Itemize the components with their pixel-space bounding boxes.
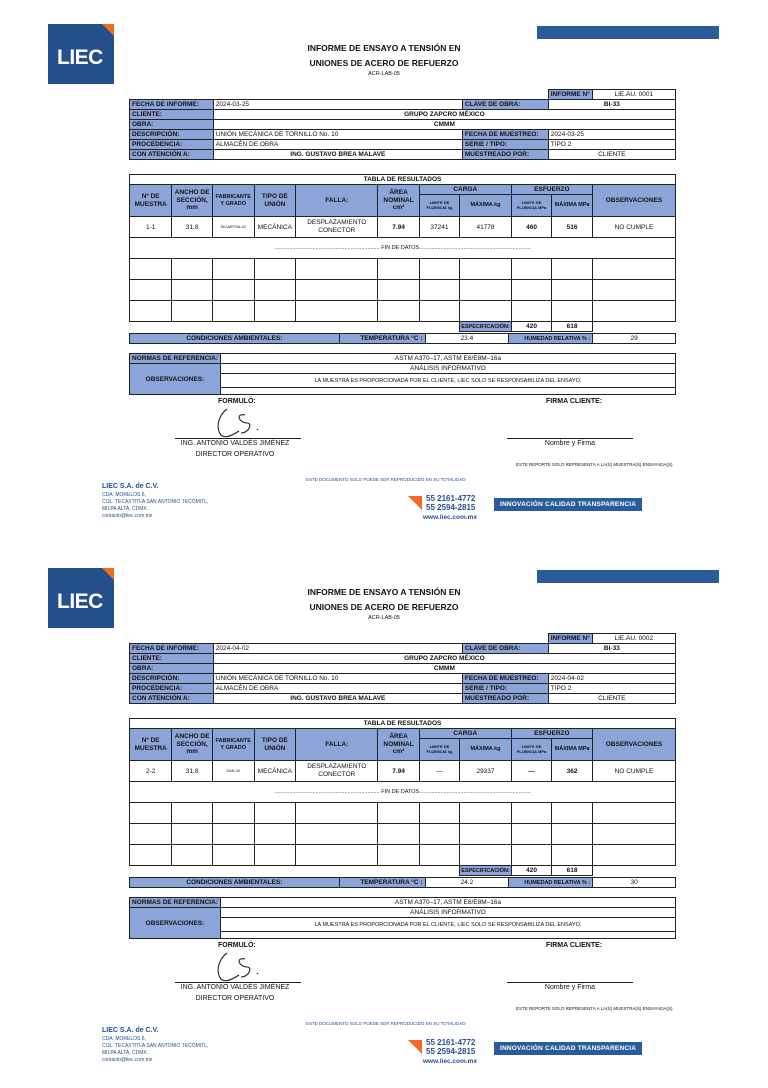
col-ancho: ANCHO DE SECCIÓN, mm xyxy=(172,185,212,217)
phone-2: 55 2594-2815 xyxy=(426,1047,476,1056)
col-maxima-mpa: MÁXIMA MPa xyxy=(552,739,593,761)
obra-value: CMMM xyxy=(213,120,675,130)
col-limite-kg: LIMITE DE FLUENCIA kg xyxy=(419,195,459,217)
report-page xyxy=(0,544,768,1088)
reporte-nota: ESTE REPORTE SOLO REPRESENTA A LA(S) MUESTRA(S) ENSAYADA(S) xyxy=(516,462,673,467)
footer-orange-accent xyxy=(408,1040,422,1054)
logo-text: LIEC xyxy=(57,46,103,69)
footer-slogan: INNOVACIÓN CALIDAD TRANSPARENCIA xyxy=(494,1042,642,1055)
muestreado-por-value: CLIENTE xyxy=(548,150,675,160)
footer-address xyxy=(102,492,208,520)
cell-area: 7.94 xyxy=(378,761,419,782)
firma-cliente-label: FIRMA CLIENTE: xyxy=(546,398,603,405)
address-line: CDA. MORELOS 6, xyxy=(102,1036,146,1042)
cell-maxima-kg: 29337 xyxy=(460,761,512,782)
cliente-value: GRUPO ZAPCRO MÉXICO xyxy=(213,110,675,120)
col-fabricante: FABRICANTE Y GRADO xyxy=(212,185,254,217)
clave-obra-label: CLAVE DE OBRA: xyxy=(462,644,548,654)
signer-position: DIRECTOR OPERATIVO xyxy=(195,451,275,458)
cell-ancho: 31.8 xyxy=(172,217,212,238)
doc-code: ACR-LAB-05 xyxy=(368,615,400,621)
descripcion-value: UNIÓN MECÁNICA DE TORNILLO No. 10 xyxy=(213,674,462,684)
signer-name: ING. ANTONIO VALDÉS JIMÉNEZ xyxy=(180,440,290,447)
results-title: TABLA DE RESULTADOS xyxy=(130,175,676,185)
footer-orange-accent xyxy=(408,496,422,510)
clave-obra-value: BI-33 xyxy=(548,100,675,110)
procedencia-label: PROCEDENCIA: xyxy=(130,140,214,150)
col-tipo-union: TIPO DE UNIÓN xyxy=(254,185,296,217)
address-line: MILPA ALTA, CDMX. xyxy=(102,1050,149,1056)
signature-mark xyxy=(205,405,275,441)
report-title-line2: UNIONES DE ACERO DE REFUERZO xyxy=(309,58,459,68)
header-accent-bar xyxy=(537,26,719,39)
descripcion-label: DESCRIPCIÓN: xyxy=(130,674,214,684)
humedad-label: HUMEDAD RELATIVA % : xyxy=(509,878,593,888)
firma-cliente-label: FIRMA CLIENTE: xyxy=(546,942,603,949)
obra-label: OBRA: xyxy=(130,120,214,130)
col-maxima-mpa: MÁXIMA MPa xyxy=(552,195,593,217)
norms-table xyxy=(129,897,676,939)
col-maxima-kg: MÁXIMA kg xyxy=(460,739,512,761)
procedencia-value: ALMACÉN DE OBRA xyxy=(213,140,462,150)
cell-muestra: 2-2 xyxy=(130,761,172,782)
col-limite-kg: LIMITE DE FLUENCIA kg xyxy=(419,739,459,761)
especificacion-label: ESPECIFICACIÓN: xyxy=(461,867,510,874)
nombre-firma-label: Nombre y Firma xyxy=(544,440,596,447)
normas-label: NORMAS DE REFERENCIA: xyxy=(130,898,221,908)
temperatura-label: TEMPERATURA °C : xyxy=(339,334,425,344)
fecha-informe-label: FECHA DE INFORME: xyxy=(130,100,214,110)
logo-corner-accent xyxy=(102,568,114,580)
col-falla: FALLA: xyxy=(296,729,378,761)
results-table xyxy=(129,718,676,876)
humedad-label: HUMEDAD RELATIVA % : xyxy=(509,334,593,344)
doc-reproduction-note: ESTE DOCUMENTO SOLO PUEDE SER REPRODUCIDO EN SU TOTALIDAD xyxy=(306,1021,466,1026)
signature-mark xyxy=(205,949,275,985)
cell-limite-kg: 37241 xyxy=(419,217,459,238)
signature-line-formulo xyxy=(175,438,301,439)
observaciones-value: LA MUESTRA ES PROPORCIONADA POR EL CLIENTE, LIEC SOLO SE RESPONSABILIZA DEL ENSAYO. xyxy=(220,374,675,388)
formulo-label: FORMULÓ: xyxy=(218,942,256,949)
address-line: CDA. MORELOS 6, xyxy=(102,492,146,498)
footer-website[interactable]: www.liec.com.mx xyxy=(423,1058,477,1065)
cell-area: 7.94 xyxy=(378,217,419,238)
phone-1: 55 2161-4772 xyxy=(426,494,476,503)
results-title: TABLA DE RESULTADOS xyxy=(130,719,676,729)
contact-email[interactable]: contacto@liec.com.mx xyxy=(102,1057,153,1063)
logo-text: LIEC xyxy=(57,590,103,613)
norms-table xyxy=(129,353,676,395)
col-esfuerzo: ESFUERZO xyxy=(511,185,592,195)
serie-tipo-label: SERIE / TIPO: xyxy=(462,684,548,694)
obra-label: OBRA: xyxy=(130,664,214,674)
esp-limite: 420 xyxy=(511,322,551,332)
footer-address xyxy=(102,1036,208,1064)
obra-value: CMMM xyxy=(213,664,675,674)
footer-company: LIEC S.A. de C.V. xyxy=(102,1027,159,1034)
fin-de-datos: ..................................................................... FIN DE DATOS......................................................................... xyxy=(130,782,676,803)
conditions-table xyxy=(129,333,676,344)
conditions-table xyxy=(129,877,676,888)
doc-reproduction-note: ESTE DOCUMENTO SOLO PUEDE SER REPRODUCIDO EN SU TOTALIDAD xyxy=(306,477,466,482)
muestreado-por-value: CLIENTE xyxy=(548,694,675,704)
signature-line-cliente xyxy=(507,982,633,983)
col-observaciones: OBSERVACIONES xyxy=(592,729,675,761)
clave-obra-label: CLAVE DE OBRA: xyxy=(462,100,548,110)
cell-tipo-union: MECÁNICA xyxy=(254,217,296,238)
cell-ancho: 31.8 xyxy=(172,761,212,782)
cell-falla: DESPLAZAMIENTO CONECTOR xyxy=(296,217,378,238)
report-info-table xyxy=(129,89,676,160)
address-line: COL. TECAXTITLA SAN ANTONIO TECÓMITL, xyxy=(102,1043,209,1049)
muestreado-por-label: MUESTREADO POR: xyxy=(462,694,548,704)
procedencia-label: PROCEDENCIA: xyxy=(130,684,214,694)
fecha-informe-value: 2024-03-25 xyxy=(213,100,462,110)
report-title-line2: UNIONES DE ACERO DE REFUERZO xyxy=(309,602,459,612)
header-accent-bar xyxy=(537,570,719,583)
reporte-nota: ESTE REPORTE SOLO REPRESENTA A LA(S) MUESTRA(S) ENSAYADA(S) xyxy=(516,1006,673,1011)
normas-value: ASTM A370–17, ASTM E8/E8M–16a xyxy=(220,898,675,908)
observaciones-value: LA MUESTRA ES PROPORCIONADA POR EL CLIENTE, LIEC SOLO SE RESPONSABILIZA DEL ENSAYO. xyxy=(220,918,675,932)
clave-obra-value: BI-33 xyxy=(548,644,675,654)
fin-de-datos: ..................................................................... FIN DE DATOS......................................................................... xyxy=(130,238,676,259)
cell-maxima-kg: 41778 xyxy=(460,217,512,238)
col-area: ÁREA NOMINAL cm² xyxy=(378,185,419,217)
cell-falla: DESPLAZAMIENTO CONECTOR xyxy=(296,761,378,782)
temperatura-value: 23.4 xyxy=(425,334,509,344)
esp-maxima: 618 xyxy=(552,866,593,876)
condiciones-label: CONDICIONES AMBIENTALES: xyxy=(130,334,340,344)
col-no-muestra: Nº DE MUESTRA xyxy=(130,185,172,217)
cell-tipo-union: MECÁNICA xyxy=(254,761,296,782)
descripcion-label: DESCRIPCIÓN: xyxy=(130,130,214,140)
signer-name: ING. ANTONIO VALDÉS JIMÉNEZ xyxy=(180,984,290,991)
col-fabricante: FABRICANTE Y GRADO xyxy=(212,729,254,761)
normas-value: ASTM A370–17, ASTM E8/E8M–16a xyxy=(220,354,675,364)
col-carga: CARGA xyxy=(419,185,511,195)
informe-no-value: LIE.AU. 0001 xyxy=(592,90,675,100)
observaciones-label: OBSERVACIONES: xyxy=(130,364,221,395)
contact-email[interactable]: contacto@liec.com.mx xyxy=(102,513,153,519)
col-no-muestra: Nº DE MUESTRA xyxy=(130,729,172,761)
report-title-line1: INFORME DE ENSAYO A TENSIÓN EN xyxy=(307,587,461,597)
cell-limite-mpa: — xyxy=(511,761,551,782)
fecha-muestreo-value: 2024-04-02 xyxy=(548,674,675,684)
col-limite-mpa: LIMITE DE FLUENCIA MPa xyxy=(511,739,551,761)
cell-maxima-mpa: 516 xyxy=(552,217,593,238)
analisis-value: ANÁLISIS INFORMATIVO xyxy=(220,364,675,374)
col-maxima-kg: MÁXIMA kg xyxy=(460,195,512,217)
signature-line-formulo xyxy=(175,982,301,983)
footer-phones xyxy=(426,1038,475,1056)
footer-slogan: INNOVACIÓN CALIDAD TRANSPARENCIA xyxy=(494,498,642,511)
especificacion-label: ESPECIFICACIÓN: xyxy=(461,323,510,330)
observaciones-label: OBSERVACIONES: xyxy=(130,908,221,939)
serie-tipo-label: SERIE / TIPO: xyxy=(462,140,548,150)
humedad-value: 29 xyxy=(593,334,676,344)
signer-position: DIRECTOR OPERATIVO xyxy=(195,995,275,1002)
phone-2: 55 2594-2815 xyxy=(426,503,476,512)
footer-phones xyxy=(426,494,475,512)
procedencia-value: ALMACÉN DE OBRA xyxy=(213,684,462,694)
col-carga: CARGA xyxy=(419,729,511,739)
col-falla: FALLA: xyxy=(296,185,378,217)
esp-maxima: 618 xyxy=(552,322,593,332)
table-row xyxy=(130,217,676,238)
informe-no-label: INFORME Nº xyxy=(548,634,592,644)
humedad-value: 30 xyxy=(593,878,676,888)
serie-tipo-value: TIPO 2 xyxy=(548,684,675,694)
cell-fabricante: SAN 42 xyxy=(212,761,254,782)
phone-1: 55 2161-4772 xyxy=(426,1038,476,1047)
address-line: MILPA ALTA, CDMX. xyxy=(102,506,149,512)
results-table xyxy=(129,174,676,332)
col-tipo-union: TIPO DE UNIÓN xyxy=(254,729,296,761)
con-atencion-value: ING. GUSTAVO BREA MALAVE xyxy=(213,694,462,704)
footer-website[interactable]: www.liec.com.mx xyxy=(423,514,477,521)
con-atencion-label: CON ATENCIÓN A: xyxy=(130,694,214,704)
footer-company: LIEC S.A. de C.V. xyxy=(102,483,159,490)
col-esfuerzo: ESFUERZO xyxy=(511,729,592,739)
analisis-value: ANÁLISIS INFORMATIVO xyxy=(220,908,675,918)
temperatura-value: 24.2 xyxy=(425,878,509,888)
con-atencion-value: ING. GUSTAVO BREA MALAVE xyxy=(213,150,462,160)
con-atencion-label: CON ATENCIÓN A: xyxy=(130,150,214,160)
col-observaciones: OBSERVACIONES xyxy=(592,185,675,217)
normas-label: NORMAS DE REFERENCIA: xyxy=(130,354,221,364)
logo-corner-accent xyxy=(102,24,114,36)
address-line: COL. TECAXTITLA SAN ANTONIO TECÓMITL, xyxy=(102,499,209,505)
temperatura-label: TEMPERATURA °C : xyxy=(339,878,425,888)
fecha-muestreo-value: 2024-03-25 xyxy=(548,130,675,140)
fecha-muestreo-label: FECHA DE MUESTREO: xyxy=(462,674,548,684)
condiciones-label: CONDICIONES AMBIENTALES: xyxy=(130,878,340,888)
informe-no-label: INFORME Nº xyxy=(548,90,592,100)
cell-limite-mpa: 460 xyxy=(511,217,551,238)
cliente-label: CLIENTE: xyxy=(130,110,214,120)
cell-fabricante: SICARTSA 42 xyxy=(212,217,254,238)
fecha-informe-value: 2024-04-02 xyxy=(213,644,462,654)
nombre-firma-label: Nombre y Firma xyxy=(544,984,596,991)
cell-observaciones: NO CUMPLE xyxy=(592,761,675,782)
muestreado-por-label: MUESTREADO POR: xyxy=(462,150,548,160)
cell-muestra: 1-1 xyxy=(130,217,172,238)
serie-tipo-value: TIPO 2 xyxy=(548,140,675,150)
cliente-value: GRUPO ZAPCRO MÉXICO xyxy=(213,654,675,664)
fecha-muestreo-label: FECHA DE MUESTREO: xyxy=(462,130,548,140)
report-title-line1: INFORME DE ENSAYO A TENSIÓN EN xyxy=(307,43,461,53)
col-area: ÁREA NOMINAL cm² xyxy=(378,729,419,761)
col-limite-mpa: LIMITE DE FLUENCIA MPa xyxy=(511,195,551,217)
esp-limite: 420 xyxy=(511,866,551,876)
cell-observaciones: NO CUMPLE xyxy=(592,217,675,238)
col-ancho: ANCHO DE SECCIÓN, mm xyxy=(172,729,212,761)
formulo-label: FORMULÓ: xyxy=(218,398,256,405)
cell-maxima-mpa: 362 xyxy=(552,761,593,782)
signature-line-cliente xyxy=(507,438,633,439)
report-info-table xyxy=(129,633,676,704)
table-row xyxy=(130,761,676,782)
cliente-label: CLIENTE: xyxy=(130,654,214,664)
fecha-informe-label: FECHA DE INFORME: xyxy=(130,644,214,654)
descripcion-value: UNIÓN MECÁNICA DE TORNILLO No. 10 xyxy=(213,130,462,140)
doc-code: ACR-LAB-05 xyxy=(368,71,400,77)
cell-limite-kg: — xyxy=(419,761,459,782)
informe-no-value: LIE.AU. 0002 xyxy=(592,634,675,644)
